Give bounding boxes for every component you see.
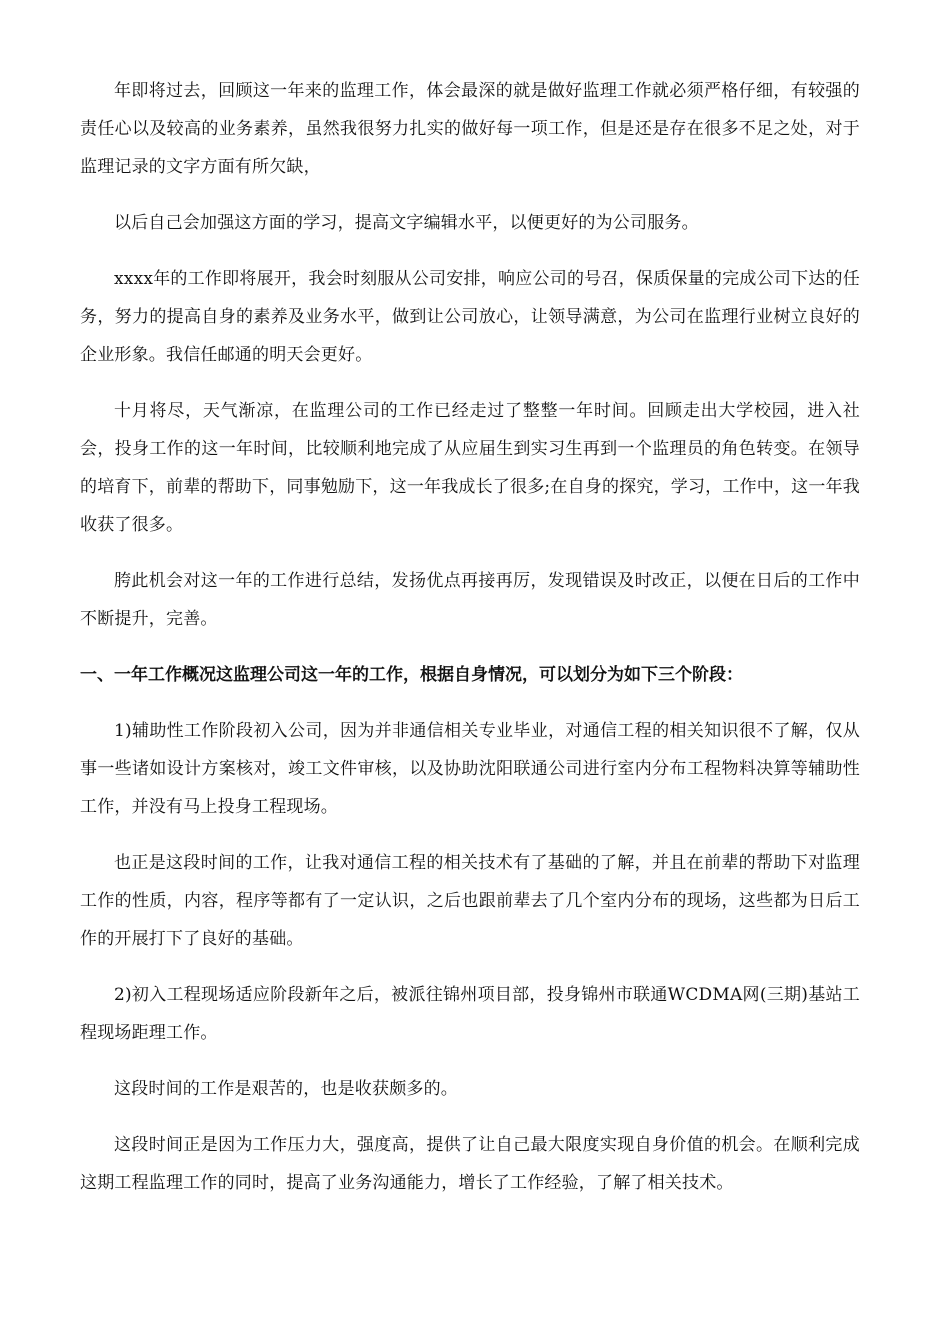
paragraph: xxxx年的工作即将展开，我会时刻服从公司安排，响应公司的号召，保质保量的完成公司下达的任务，努力的提高自身的素养及业务水平，做到让公司放心，让领导满意，为公司在监理行业树立良好的企业形象。我信任邮通的明天会更好。: [80, 269, 860, 365]
paragraph: 胯此机会对这一年的工作进行总结，发扬优点再接再厉，发现错误及时改正，以便在日后的工作中不断提升，完善。: [80, 571, 860, 629]
document-page: [80, 72, 860, 1220]
paragraph: 十月将尽，天气渐凉，在监理公司的工作已经走过了整整一年时间。回顾走出大学校园，进入社会，投身工作的这一年时间，比较顺利地完成了从应届生到实习生再到一个监理员的角色转变。在领导的培育下，前辈的帮助下，同事勉励下，这一年我成长了很多;在自身的探究，学习，工作中，这一年我收获了很多。: [80, 401, 860, 535]
paragraph: 这段时间的工作是艰苦的，也是收获颇多的。: [114, 1079, 458, 1099]
paragraph: 2)初入工程现场适应阶段新年之后，被派往锦州项目部，投身锦州市联通WCDMA网(三期)基站工程现场距理工作。: [80, 985, 860, 1043]
paragraph: 以后自己会加强这方面的学习，提高文字编辑水平，以便更好的为公司服务。: [114, 213, 699, 233]
section-heading: 一、一年工作概况这监理公司这一年的工作，根据自身情况，可以划分为如下三个阶段：: [80, 665, 743, 685]
paragraph: 年即将过去，回顾这一年来的监理工作，体会最深的就是做好监理工作就必须严格仔细，有较强的责任心以及较高的业务素养，虽然我很努力扎实的做好每一项工作，但是还是存在很多不足之处，对于监理记录的文字方面有所欠缺，: [80, 81, 860, 177]
paragraph: 这段时间正是因为工作压力大，强度高，提供了让自己最大限度实现自身价值的机会。在顺利完成这期工程监理工作的同时，提高了业务沟通能力，增长了工作经验，了解了相关技术。: [80, 1135, 860, 1193]
paragraph: 也正是这段时间的工作，让我对通信工程的相关技术有了基础的了解，并且在前辈的帮助下对监理工作的性质，内容，程序等都有了一定认识，之后也跟前辈去了几个室内分布的现场，这些都为日后工作的开展打下了良好的基础。: [80, 853, 860, 949]
paragraph: 1)辅助性工作阶段初入公司，因为并非通信相关专业毕业，对通信工程的相关知识很不了解，仅从事一些诸如设计方案核对，竣工文件审核，以及协助沈阳联通公司进行室内分布工程物料决算等辅助性工作，并没有马上投身工程现场。: [80, 721, 860, 817]
